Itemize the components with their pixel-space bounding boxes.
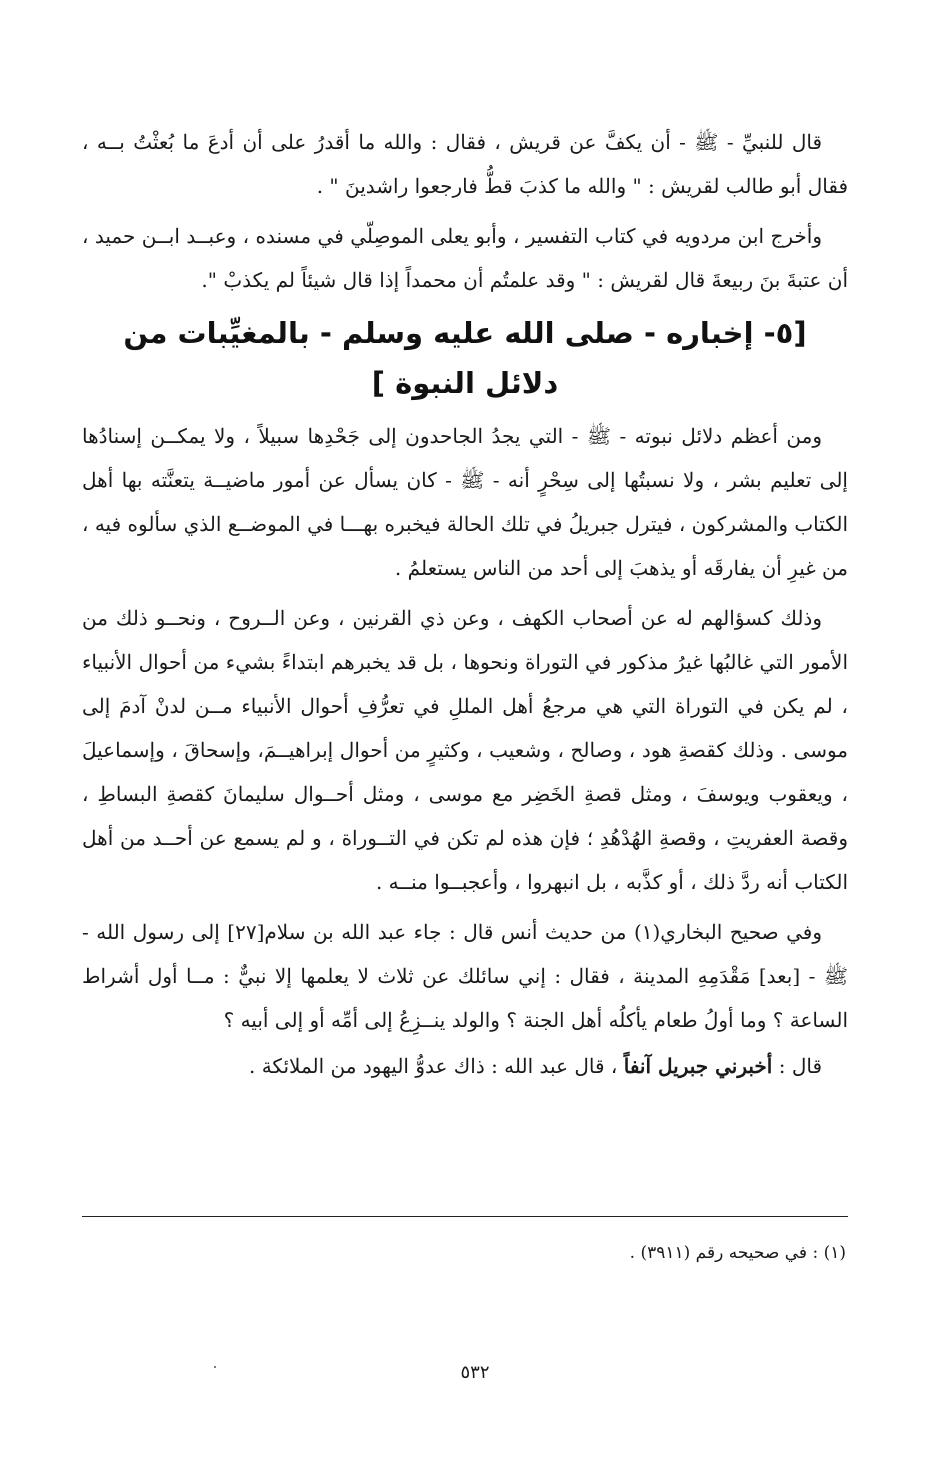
section-heading: [٥- إخباره - صلى الله عليه وسلم - بالمغيِّبات من دلائل النبوة ] — [123, 316, 807, 400]
paragraph-6-prefix: قال : — [772, 1054, 822, 1078]
paragraph-6 — [82, 1044, 848, 1088]
paragraph-6-suffix: ، قال عبد الله : ذاك عدوُّ اليهود من الملائكة . — [248, 1054, 624, 1078]
paragraph-2: وأخرج ابن مردويه في كتاب التفسير ، وأبو يعلى الموصِلّي في مسنده ، وعبــد ابــن حميد ، أن عتبةَ بنَ ربيعةَ قال لقريش : " وقد علمتُم أن محمداً إذا قال شيئاً لم يكذبْ ". — [82, 224, 848, 292]
paragraph-5: وفي صحيح البخاري(١) من حديث أنس قال : جاء عبد الله بن سلام[٢٧] إلى رسول الله - ﷺ - [بعد] مَقْدَمِهِ المدينة ، فقال : إني سائلك عن ثلاث لا يعلمها إلا نبيٌّ : مــا أول أشراط الساعة ؟ وما أولُ طعام يأكلُه أهل الجنة ؟ والولد ينــزِعُ إلى أمِّه أو إلى أبيه ؟ — [82, 920, 848, 1032]
paragraph-4: وذلك كسؤالهم له عن أصحاب الكهف ، وعن ذي القرنين ، وعن الــروح ، ونحــو ذلك من الأمور التي غالبُها غيرُ مذكور في التوراة ونحوها ، بل قد يخبرهم ابتداءً بشيء من أحوال الأنبياء ، لم يكن في التوراة التي هي مرجعُ أهل المللِ في تعرُّفِ أحوال الأنبياء مــن لدنْ آدمَ إلى موسى . وذلك كقصةِ هود ، وصالح ، وشعيب ، وكثيرٍ من أحوال إبراهيــمَ، وإسحاقَ ، وإسماعيلَ ، ويعقوب ويوسفَ ، ومثل قصةِ الخَضِر مع موسى ، ومثل أحــوال سليمانَ كقصةِ البساطِ ، وقصة العفريتِ ، وقصةِ الهُدْهُدِ ؛ فإن هذه لم تكن في التــوراة ، و لم يسمع عن أحــد من أهل الكتاب أنه ردَّ ذلك ، أو كذَّبه ، بل انبهروا ، وأعجبــوا منــه . — [82, 606, 848, 894]
footnote: (١) : في صحيحه رقم (٣٩١١) . — [629, 1243, 846, 1263]
footnote-divider — [82, 1216, 848, 1217]
page-number: ٥٣٢ — [460, 1362, 490, 1383]
paragraph-3: ومن أعظم دلائل نبوته - ﷺ - التي يجدُ الجاحدون إلى جَحْدِها سبيلاً ، ولا يمكــن إسنادُها إلى تعليم بشر ، ولا نسبتُها إلى سِحْرٍ أنه - ﷺ - كان يسأل عن أمور ماضيــة يتعنَّته بها أهل الكتاب والمشركون ، فيترل جبريلُ في تلك الحالة فيخبره بهـــا في الموضــع الذي سألوه فيه ، من غيرِ أن يفارقَه أو يذهبَ إلى أحد من الناس يستعلمُ . — [82, 424, 848, 580]
paragraph-6-bold: أخبرني جبريل آنفاً — [623, 1054, 773, 1078]
paragraph-1: قال للنبيِّ - ﷺ - أن يكفَّ عن قريش ، فقال : والله ما أقدرُ على أن أدعَ ما بُعثْتُ بــه ، فقال أبو طالب لقريش : " والله ما كذبَ قطُّ فارجعوا راشدينَ " . — [82, 130, 848, 198]
page-body — [82, 120, 848, 1094]
